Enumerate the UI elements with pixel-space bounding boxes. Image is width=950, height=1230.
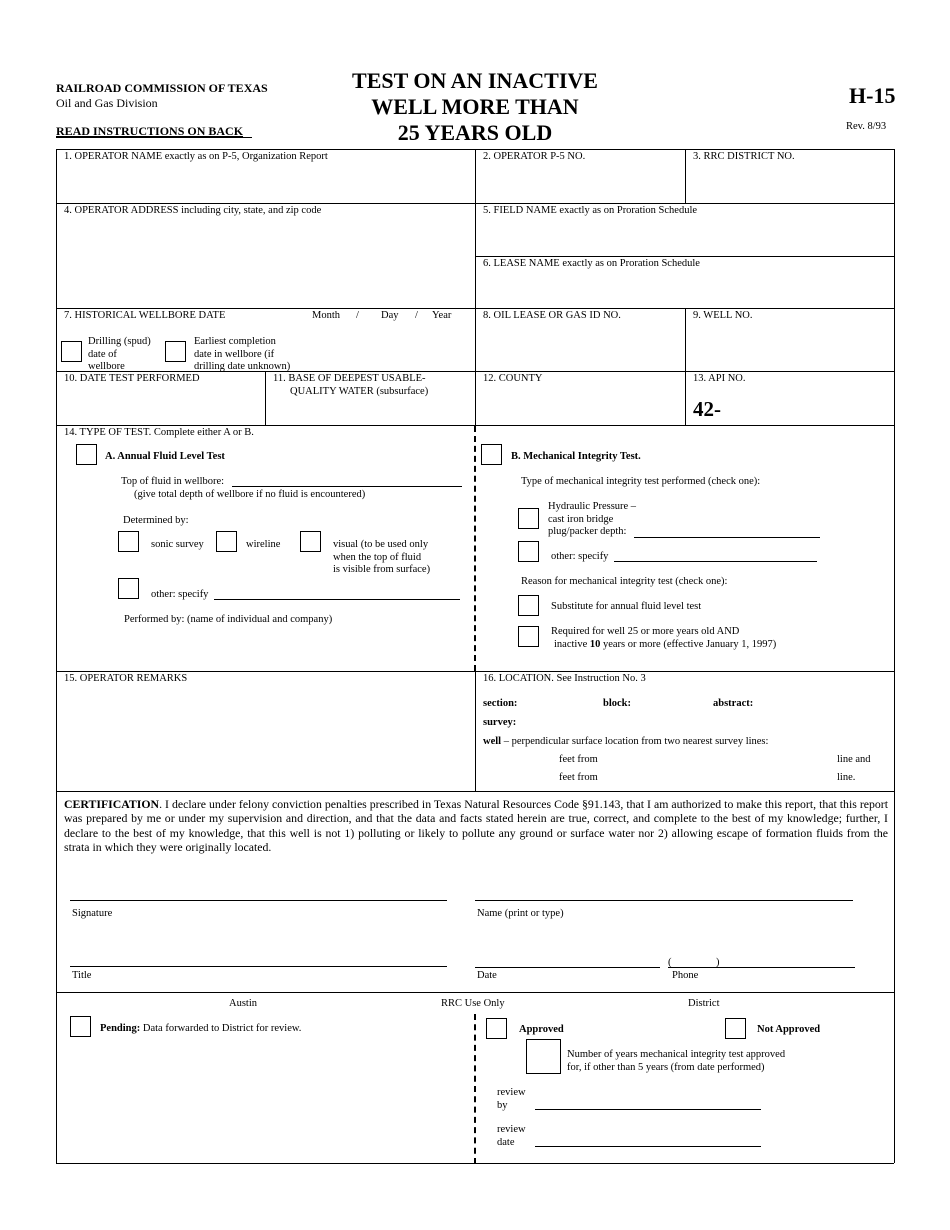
phone-area-open: ( bbox=[668, 957, 672, 968]
base-usable-water-input[interactable] bbox=[273, 400, 468, 422]
form-number: H-15 bbox=[849, 83, 896, 108]
performed-by-input[interactable] bbox=[124, 630, 464, 660]
name-input[interactable] bbox=[477, 878, 851, 898]
top-of-fluid-note: (give total depth of wellbore if no fluid is encountered) bbox=[134, 489, 366, 500]
well-no-input[interactable] bbox=[693, 330, 888, 364]
division-name: Oil and Gas Division bbox=[56, 96, 158, 110]
survey-label: survey: bbox=[483, 717, 517, 728]
historical-wellbore-date-label: 7. HISTORICAL WELLBORE DATE bbox=[64, 310, 226, 321]
rrc-district-input[interactable] bbox=[693, 170, 888, 198]
pending-checkbox[interactable] bbox=[70, 1016, 91, 1037]
survey-input[interactable] bbox=[522, 715, 888, 729]
year-label: Year bbox=[432, 310, 452, 321]
wireline-checkbox[interactable] bbox=[216, 531, 237, 552]
api-no-label: 13. API NO. bbox=[693, 373, 746, 384]
date-label: Date bbox=[477, 970, 497, 981]
location-label: 16. LOCATION. See Instruction No. 3 bbox=[483, 673, 646, 684]
operator-remarks-label: 15. OPERATOR REMARKS bbox=[64, 673, 188, 684]
sonic-survey-label: sonic survey bbox=[151, 539, 204, 550]
type-of-test-label: 14. TYPE OF TEST. Complete either A or B. bbox=[64, 427, 254, 438]
title-label: Title bbox=[72, 970, 92, 981]
operator-p5-label: 2. OPERATOR P-5 NO. bbox=[483, 151, 586, 162]
spud-date-checkbox[interactable] bbox=[61, 341, 82, 362]
line-and-label: line and bbox=[837, 754, 871, 765]
county-label: 12. COUNTY bbox=[483, 373, 543, 384]
read-instructions-link[interactable]: READ INSTRUCTIONS ON BACK bbox=[56, 124, 244, 138]
rrc-use-only-label: RRC Use Only bbox=[441, 998, 505, 1009]
mit-type-label: Type of mechanical integrity test performed (check one): bbox=[521, 476, 761, 487]
other-mit-checkbox[interactable] bbox=[518, 541, 539, 562]
abstract-input[interactable] bbox=[758, 696, 888, 710]
earliest-completion-checkbox[interactable] bbox=[165, 341, 186, 362]
hydraulic-pressure-label: Hydraulic Pressure – cast iron bridge plug/packer depth: bbox=[548, 501, 637, 537]
operator-address-label: 4. OPERATOR ADDRESS including city, state, and zip code bbox=[64, 205, 322, 216]
approved-years-label: Number of years mechanical integrity test approved for, if other than 5 years (from date performed) bbox=[567, 1049, 786, 1073]
pending-label: Pending: Data forwarded to District for review. bbox=[100, 1023, 302, 1034]
performed-by-label: Performed by: (name of individual and company) bbox=[124, 614, 333, 625]
spud-date-option-label: Drilling (spud) date of wellbore bbox=[88, 336, 151, 372]
line-end-label: line. bbox=[837, 772, 856, 783]
not-approved-checkbox[interactable] bbox=[725, 1018, 746, 1039]
review-date-input[interactable] bbox=[537, 1131, 759, 1145]
base-usable-water-label: 11. BASE OF DEEPEST USABLE- QUALITY WATER (subsurface) bbox=[273, 373, 429, 397]
not-approved-label: Not Approved bbox=[757, 1024, 821, 1035]
review-date-label: review date bbox=[497, 1124, 526, 1148]
required-inactive-checkbox[interactable] bbox=[518, 626, 539, 647]
date-input[interactable] bbox=[477, 945, 658, 965]
substitute-annual-test-label: Substitute for annual fluid level test bbox=[551, 601, 702, 612]
well-location-label: well – perpendicular surface location from two nearest survey lines: bbox=[483, 736, 769, 747]
packer-depth-input[interactable] bbox=[636, 523, 818, 537]
date-slash: / bbox=[415, 310, 418, 321]
date-slash: / bbox=[356, 310, 359, 321]
wireline-label: wireline bbox=[246, 539, 281, 550]
operator-name-label: 1. OPERATOR NAME exactly as on P-5, Organization Report bbox=[64, 151, 328, 162]
mit-reason-label: Reason for mechanical integrity test (check one): bbox=[521, 576, 728, 587]
review-by-label: review by bbox=[497, 1087, 526, 1111]
abstract-label: abstract: bbox=[713, 698, 754, 709]
feet-from-label: feet from bbox=[559, 754, 598, 765]
operator-address-input[interactable] bbox=[64, 222, 464, 302]
day-label: Day bbox=[381, 310, 399, 321]
api-prefix: 42- bbox=[693, 397, 721, 421]
revision-date: Rev. 8/93 bbox=[846, 121, 887, 132]
section-input[interactable] bbox=[522, 696, 598, 710]
other-mit-input[interactable] bbox=[616, 547, 815, 561]
district-label: District bbox=[688, 998, 720, 1009]
well-no-label: 9. WELL NO. bbox=[693, 310, 753, 321]
lease-name-input[interactable] bbox=[483, 277, 883, 303]
month-label: Month bbox=[312, 310, 341, 321]
annual-fluid-level-title: A. Annual Fluid Level Test bbox=[105, 451, 225, 462]
block-input[interactable] bbox=[635, 696, 709, 710]
operator-name-input[interactable] bbox=[64, 170, 464, 198]
earliest-completion-option-label: Earliest completion date in wellbore (if drilling date unknown) bbox=[194, 336, 291, 372]
hydraulic-pressure-checkbox[interactable] bbox=[518, 508, 539, 529]
phone-number-input[interactable] bbox=[724, 953, 852, 966]
county-input[interactable] bbox=[483, 392, 678, 420]
certification-statement: CERTIFICATION. I declare under felony conviction penalties prescribed in Texas Natural Resources Code §91.143, that I am authorized to make this report, that this report was prepared by me or under my supervision and direction, and that the data and facts stated herein are true, correct, and complete to the best of my knowledge; further, I declare to the best of my knowledge, that this well is not 1) polluting or likely to pollute any ground or surface water nor 2) allowing escape of formation fluids from the strata in which they were originally located. bbox=[64, 797, 888, 855]
austin-label: Austin bbox=[229, 998, 258, 1009]
substitute-annual-test-checkbox[interactable] bbox=[518, 595, 539, 616]
section-label: section: bbox=[483, 698, 518, 709]
field-name-input[interactable] bbox=[483, 224, 883, 250]
annual-fluid-level-checkbox[interactable] bbox=[76, 444, 97, 465]
form-title bbox=[330, 68, 620, 146]
approved-checkbox[interactable] bbox=[486, 1018, 507, 1039]
rrc-district-label: 3. RRC DISTRICT NO. bbox=[693, 151, 795, 162]
determined-by-label: Determined by: bbox=[123, 515, 189, 526]
title-input[interactable] bbox=[72, 944, 445, 964]
feet-from-label: feet from bbox=[559, 772, 598, 783]
approved-years-box[interactable] bbox=[526, 1039, 561, 1074]
other-mit-label: other: specify bbox=[551, 551, 609, 562]
other-method-input[interactable] bbox=[216, 585, 458, 599]
mechanical-integrity-title: B. Mechanical Integrity Test. bbox=[511, 451, 641, 462]
block-label: block: bbox=[603, 698, 632, 709]
feet-from-2-input[interactable] bbox=[500, 770, 554, 784]
oil-lease-gas-id-label: 8. OIL LEASE OR GAS ID NO. bbox=[483, 310, 621, 321]
approved-label: Approved bbox=[519, 1024, 564, 1035]
mechanical-integrity-checkbox[interactable] bbox=[481, 444, 502, 465]
signature-input[interactable] bbox=[72, 878, 445, 898]
agency-name: RAILROAD COMMISSION OF TEXAS bbox=[56, 81, 268, 95]
phone-area-code-input[interactable] bbox=[676, 953, 714, 966]
lease-name-label: 6. LEASE NAME exactly as on Proration Schedule bbox=[483, 258, 700, 269]
title-line-3: 25 YEARS OLD bbox=[397, 120, 553, 145]
phone-label: Phone bbox=[672, 970, 699, 981]
signature-label: Signature bbox=[72, 908, 113, 919]
date-test-performed-input[interactable] bbox=[64, 392, 258, 420]
title-line-2: WELL MORE THAN bbox=[371, 94, 579, 119]
top-of-fluid-input[interactable] bbox=[234, 472, 460, 486]
line-2-input[interactable] bbox=[606, 770, 831, 784]
review-by-input[interactable] bbox=[537, 1094, 759, 1108]
top-of-fluid-label: Top of fluid in wellbore: bbox=[121, 476, 225, 487]
field-name-label: 5. FIELD NAME exactly as on Proration Schedule bbox=[483, 205, 698, 216]
other-method-checkbox[interactable] bbox=[118, 578, 139, 599]
phone-area-close: ) bbox=[716, 957, 720, 968]
operator-p5-input[interactable] bbox=[483, 170, 678, 198]
line-1-input[interactable] bbox=[606, 752, 831, 766]
operator-remarks-input[interactable] bbox=[64, 692, 466, 784]
api-no-input[interactable] bbox=[722, 400, 887, 422]
required-inactive-label: Required for well 25 or more years old AND inactive 10 years or more (effective January 1, 1997) bbox=[551, 626, 777, 650]
other-method-label: other: specify bbox=[151, 589, 209, 600]
date-test-performed-label: 10. DATE TEST PERFORMED bbox=[64, 373, 200, 384]
visual-label: visual (to be used only when the top of fluid is visible from surface) bbox=[333, 539, 431, 575]
sonic-survey-checkbox[interactable] bbox=[118, 531, 139, 552]
name-label: Name (print or type) bbox=[477, 908, 564, 919]
feet-from-1-input[interactable] bbox=[500, 752, 554, 766]
visual-checkbox[interactable] bbox=[300, 531, 321, 552]
oil-lease-gas-id-input[interactable] bbox=[483, 330, 678, 364]
title-line-1: TEST ON AN INACTIVE bbox=[352, 68, 598, 93]
